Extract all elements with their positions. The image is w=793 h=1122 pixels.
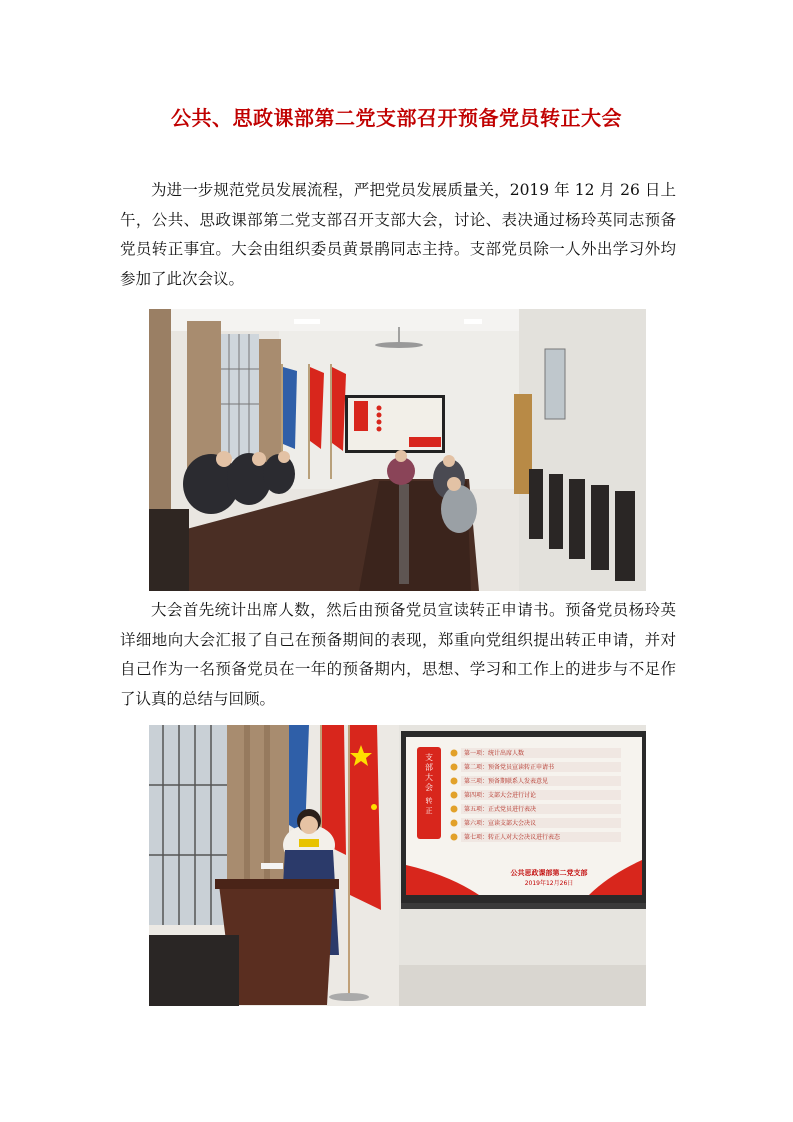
screen-step-text: 第四项：支部大会进行讨论 <box>464 792 537 799</box>
screen-step-bullet <box>451 820 458 827</box>
screen-step-text: 第五项：正式党员进行表决 <box>464 806 537 813</box>
screen-vertical-title-1: 支 <box>425 753 433 762</box>
screen-step-bullet <box>451 806 458 813</box>
screen-steps-list <box>451 748 622 842</box>
screen-step-text: 第二项：预备党员宣读转正申请书 <box>464 764 555 771</box>
svg-text:转: 转 <box>425 797 433 805</box>
screen-step-bullet <box>451 792 458 799</box>
svg-text:大: 大 <box>425 773 433 782</box>
screen-step-bullet <box>451 750 458 757</box>
screen-date: 2019年12月26日 <box>524 880 574 887</box>
svg-text:部: 部 <box>425 763 433 772</box>
screen-step-text: 第一项：统计出席人数 <box>464 750 525 757</box>
paragraph-2: 大会首先统计出席人数，然后由预备党员宣读转正申请书。预备党员杨玲英详细地向大会汇报了自己在预备期间的表现，郑重向党组织提出转正申请，并对自己作为一名预备党员在一年的预备期内，思想、学习和工作上的进步与不足作了认真的总结与回顾。 <box>120 601 676 708</box>
screen-step-bullet <box>451 834 458 841</box>
svg-text:会: 会 <box>425 783 433 792</box>
paragraph-1: 为进一步规范党员发展流程，严把党员发展质量关，2019 年 12 月 26 日上午，公共、思政课部第二党支部召开支部大会，讨论、表决通过杨玲英同志预备党员转正事宜。大会由组织委员黄景鹃同志主持。支部党员除一人外出学习外均参加了此次会议。 <box>120 181 676 288</box>
screen-step-text: 第七项：转正人对大会决议进行表态 <box>464 834 561 841</box>
screen-step-text: 第六项：宣读支部大会决议 <box>464 820 537 827</box>
screen-step-bullet <box>451 778 458 785</box>
page-title: 公共、思政课部第二党支部召开预备党员转正大会 <box>171 106 622 130</box>
svg-text:正: 正 <box>425 807 433 815</box>
speaker-photo <box>149 725 646 1006</box>
screen-org: 公共思政课部第二党支部 <box>510 869 588 877</box>
screen-step-bullet <box>451 764 458 771</box>
screen-step-text: 第三项：预备期联系人发表意见 <box>464 778 549 785</box>
meeting-room-photo <box>149 309 646 591</box>
